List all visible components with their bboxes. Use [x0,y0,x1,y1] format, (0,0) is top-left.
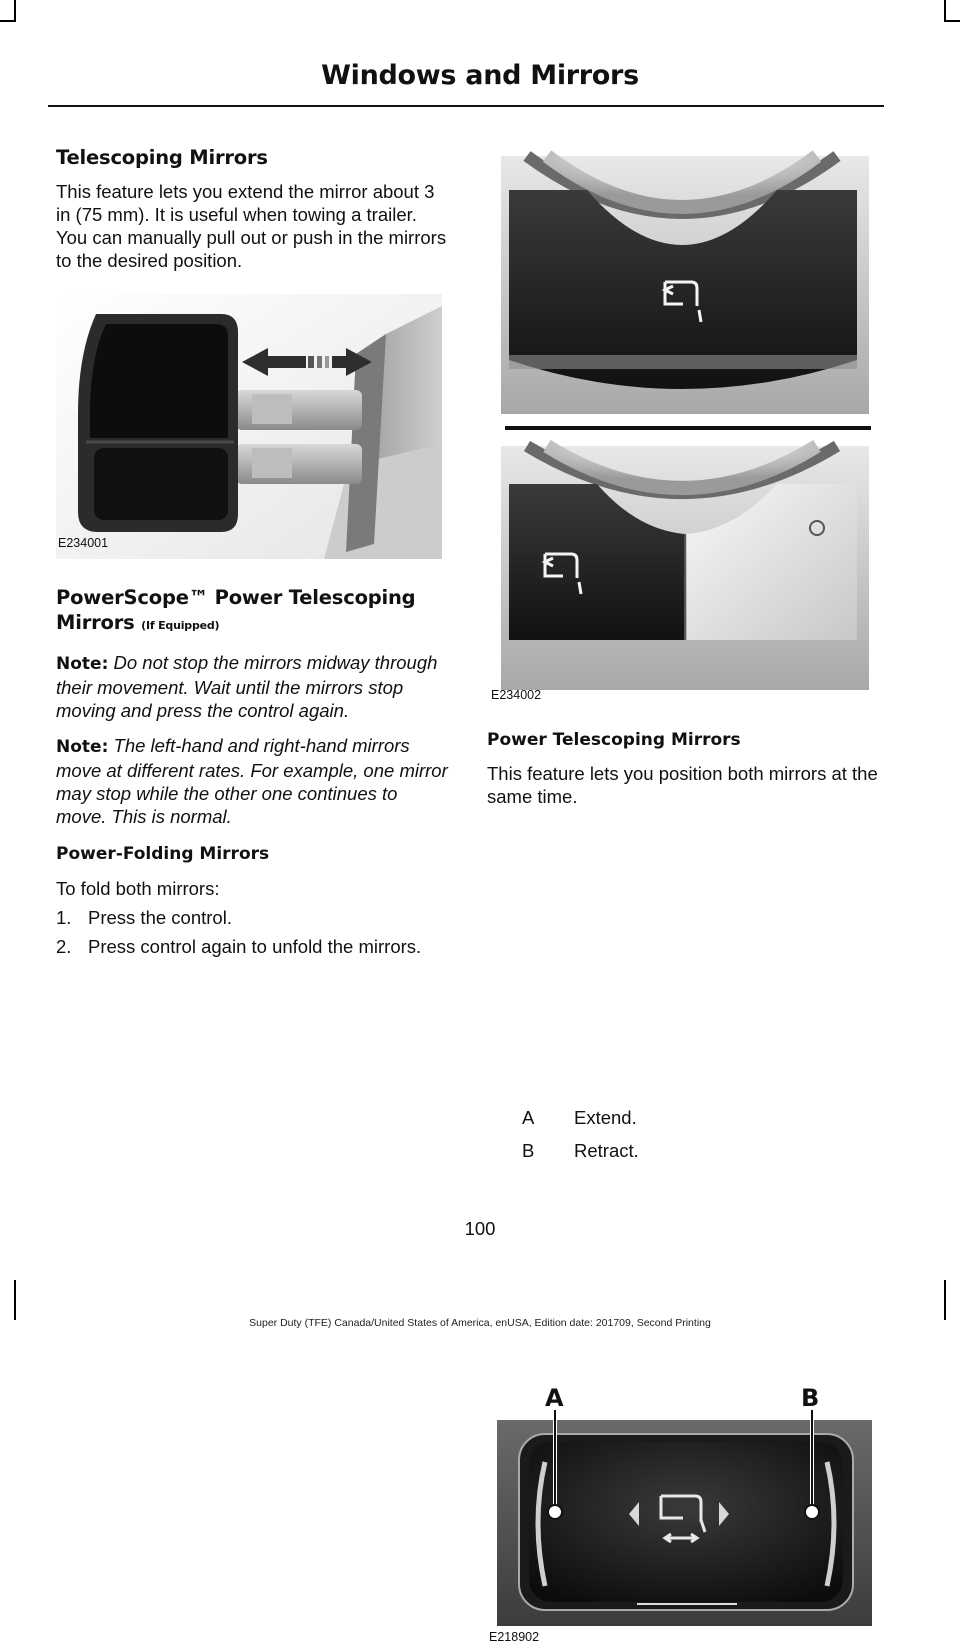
power-telescoping-section [487,729,887,808]
note-text: Do not stop the mirrors midway through their movement. Wait until the mirrors stop moving and press the control again. [56,652,438,721]
header-rule [48,105,884,107]
figure-id: E234002 [491,688,542,702]
powerscope-heading: PowerScope™ Power Telescoping Mirrors [56,586,416,634]
callout-a: A [545,1384,564,1412]
telescoping-mirror-illustration [56,294,442,559]
legend-key: B [522,1140,535,1161]
telescoping-heading: Telescoping Mirrors [56,146,268,169]
legend-row [574,1140,639,1162]
figure-id: E234001 [58,536,109,550]
note-label: Note: [56,654,109,674]
crop-mark [944,1280,946,1320]
crop-mark [14,1280,16,1320]
power-folding-intro: To fold both mirrors: [56,878,220,899]
power-folding-steps [56,906,448,958]
list-item: 1. Press the control. [56,907,232,928]
legend-row [574,1107,637,1129]
telescoping-body: This feature lets you extend the mirror about 3 in (75 mm). It is useful when towing a trailer. You can manually pull out or push in the mirrors to the desired position. [56,181,447,271]
power-telescoping-heading: Power Telescoping Mirrors [487,730,741,750]
list-item: 2. Press control again to unfold the mirrors. [56,936,422,957]
powerscope-control-figure [487,150,877,710]
page-number: 100 [464,1218,496,1239]
crop-mark [0,20,16,22]
page-header-title: Windows and Mirrors [321,60,639,91]
power-telescoping-body: This feature lets you position both mirrors at the same time. [487,763,878,807]
legend-value: Retract. [574,1140,639,1161]
figure-id: E218902 [489,1630,540,1644]
if-equipped-label: (If Equipped) [141,619,220,632]
legend-value: Extend. [574,1107,637,1128]
note-text: The left-hand and right-hand mirrors move at different rates. For example, one mirror may stop while the other one continues to move. This is normal. [56,735,448,827]
legend-row [522,1140,534,1162]
footer-text: Super Duty (TFE) Canada/United States of America, enUSA, Edition date: 201709, Second Printing [249,1317,711,1329]
powerscope-control-illustration [487,150,877,710]
legend-key: A [522,1107,535,1128]
power-folding-heading: Power-Folding Mirrors [56,844,270,864]
note-label: Note: [56,737,109,757]
crop-mark [944,20,960,22]
powerscope-section [56,585,448,828]
legend-row [522,1107,534,1129]
crop-mark [944,0,946,20]
telescoping-switch-illustration [487,1382,879,1648]
left-column [56,146,448,958]
telescoping-mirror-figure [56,294,442,559]
crop-mark [14,0,16,20]
callout-b: B [801,1384,820,1412]
telescoping-switch-figure [487,1382,879,1648]
